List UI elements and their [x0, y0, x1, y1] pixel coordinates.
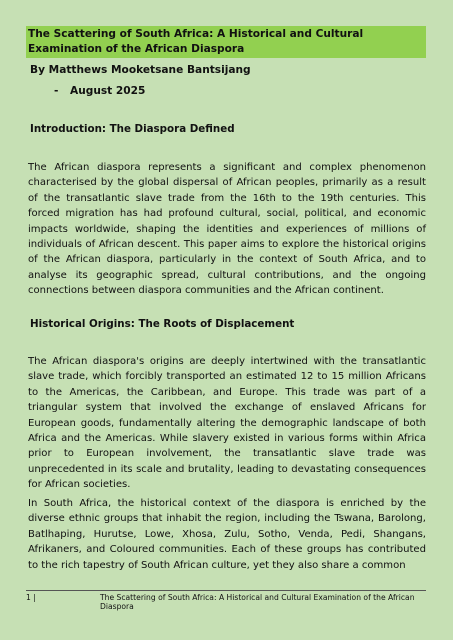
- date-text: August 2025: [70, 85, 146, 97]
- footer-running-title: The Scattering of South Africa: A Historical and Cultural Examination of the African Diaspora: [100, 593, 415, 611]
- date-line: [54, 85, 145, 97]
- paragraph-historical-origins-2: In South Africa, the historical context of the diaspora is enriched by the diverse ethnic groups that inhabit the region, including the Tswana, Barolong, Batlhaping, Hurutse, Lowe, Xhosa, Zulu, Sotho, Venda, Pedi, Shangans, Afrikaners, and Coloured communities. Each of these groups has contributed to the rich tapestry of South African culture, yet they also share a common: [28, 498, 426, 571]
- footer-divider: [26, 590, 426, 591]
- page-number: 1 |: [26, 593, 36, 602]
- section-heading-introduction: Introduction: The Diaspora Defined: [30, 123, 235, 135]
- document-title: The Scattering of South Africa: A Historical and Cultural Examination of the African Diaspora: [26, 26, 426, 58]
- author-line: By Matthews Mooketsane Bantsijang: [30, 64, 251, 76]
- date-dash: -: [54, 85, 59, 97]
- paragraph-historical-origins-1: The African diaspora's origins are deeply intertwined with the transatlantic slave trade, which forcibly transported an estimated 12 to 15 million Africans to the Americas, the Caribbean, and Europe. This trade was part of a triangular system that involved the exchange of enslaved Africans for European goods, fundamentally altering the demographic landscape of both Africa and the Americas. While slavery existed in various forms within Africa prior to European involvement, the transatlantic slave trade was unprecedented in its scale and brutality, leading to devastating consequences for African societies.: [28, 356, 426, 491]
- paragraph-introduction: The African diaspora represents a significant and complex phenomenon characterised by the global dispersal of African peoples, primarily as a result of the transatlantic slave trade from the 16th to the 19th centuries. This forced migration has had profound cultural, social, political, and economic impacts worldwide, shaping the identities and experiences of millions of individuals of African descent. This paper aims to explore the historical origins of the African diaspora, particularly in the context of South Africa, and to analyse its geographic spread, cultural contributions, and the ongoing connections between diaspora communities and the African continent.: [28, 162, 426, 297]
- section-heading-historical-origins: Historical Origins: The Roots of Displacement: [30, 318, 295, 330]
